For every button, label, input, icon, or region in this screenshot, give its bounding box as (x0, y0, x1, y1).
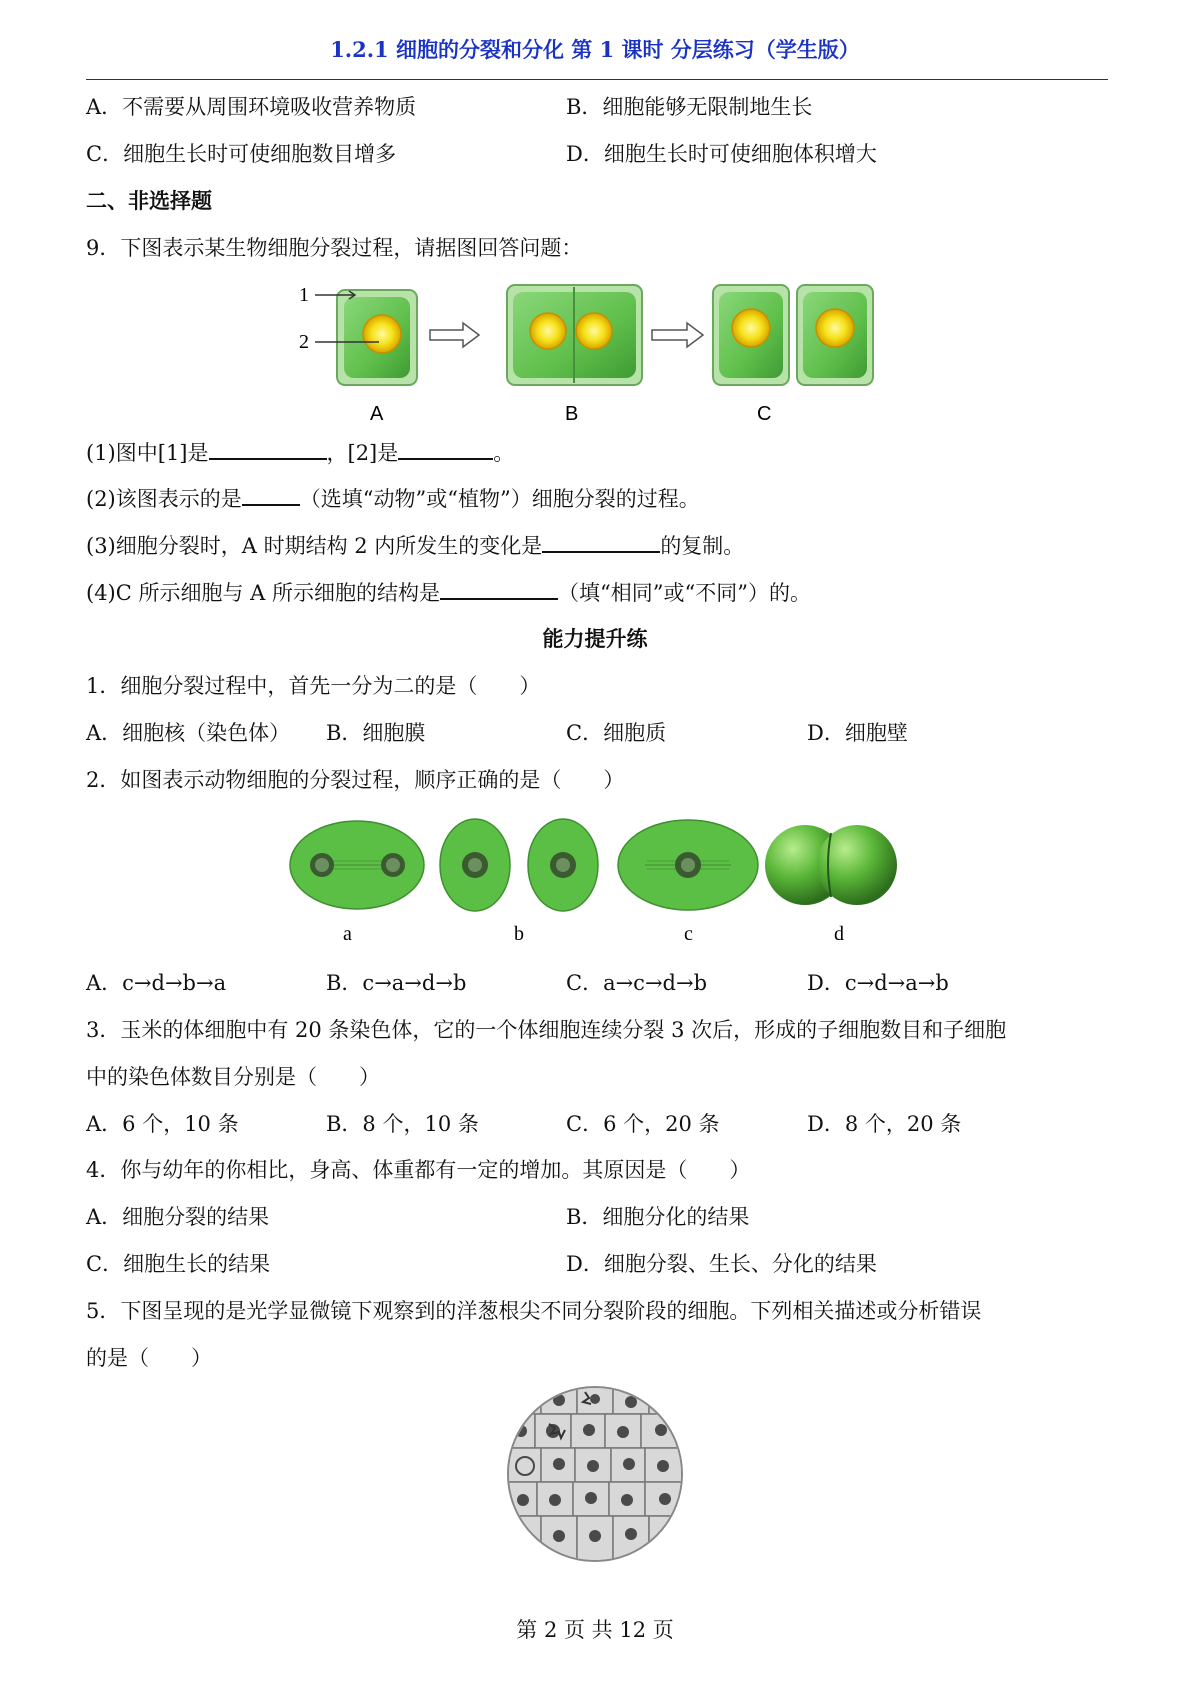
section-title-ability: 能力提升练 (542, 626, 648, 651)
q9-stem: 9．下图表示某生物细胞分裂过程，请据图回答问题： (86, 236, 583, 260)
p1-option-d: D．细胞壁 (807, 721, 908, 745)
p1-option-a: A．细胞核（染色体） (86, 721, 291, 745)
p3-stem-line1: 3．玉米的体细胞中有 20 条染色体，它的一个体细胞连续分裂 3 次后，形成的子细胞数目和子细胞 (86, 1018, 1007, 1042)
q9-sub4 (86, 578, 811, 607)
cell-a (315, 290, 417, 385)
fig1-label-a: A (370, 403, 384, 425)
q8-option-c: C．细胞生长时可使细胞数目增多 (86, 142, 397, 166)
p4-option-c: C．细胞生长的结果 (86, 1252, 271, 1276)
cell-a-telophase (290, 821, 424, 909)
p5-stem-line1: 5．下图呈现的是光学显微镜下观察到的洋葱根尖不同分裂阶段的细胞。下列相关描述或分析错误 (86, 1299, 982, 1323)
fig2-label-c: c (684, 923, 693, 945)
p2-option-d: D．c→d→a→b (807, 971, 949, 995)
p5-stem-line2: 的是（ ） (86, 1346, 212, 1370)
p2-option-c: C．a→c→d→b (566, 971, 708, 995)
arrow-b-to-c (652, 323, 703, 347)
p4-option-b: B．细胞分化的结果 (566, 1205, 750, 1229)
p3-option-c: C．6 个，20 条 (566, 1112, 720, 1136)
p2-stem: 2．如图表示动物细胞的分裂过程，顺序正确的是（ ） (86, 768, 625, 792)
plant-cell-division-figure (295, 275, 895, 430)
p1-stem: 1．细胞分裂过程中，首先一分为二的是（ ） (86, 674, 541, 698)
p3-option-d: D．8 个，20 条 (807, 1112, 962, 1136)
p4-stem: 4．你与幼年的你相比，身高、体重都有一定的增加。其原因是（ ） (86, 1158, 751, 1182)
fig1-label-2: 2 (299, 331, 309, 353)
p3-stem-line2: 中的染色体数目分别是（ ） (86, 1065, 380, 1089)
cell-c (713, 285, 873, 385)
p3-option-a: A．6 个，10 条 (86, 1112, 239, 1136)
p1-option-b: B．细胞膜 (326, 721, 426, 745)
header-rule (86, 79, 1108, 80)
cell-b-daughter-cells (440, 819, 598, 911)
q9-sub4-text-a: (4)C 所示细胞与 A 所示细胞的结构是 (86, 581, 441, 605)
fig1-label-c: C (757, 403, 772, 425)
cell-b (507, 285, 642, 385)
fig2-label-a: a (343, 923, 352, 945)
fig1-label-1: 1 (299, 284, 309, 306)
cell-c-metaphase (618, 820, 758, 910)
answer-blank[interactable] (209, 438, 327, 460)
page-header-title: 1.2.1 细胞的分裂和分化 第 1 课时 分层练习（学生版） (330, 37, 860, 62)
q8-option-a: A．不需要从周围环境吸收营养物质 (86, 95, 417, 119)
q9-sub4-text-b: （填“相同”或“不同”）的。 (558, 581, 811, 605)
answer-blank[interactable] (398, 438, 493, 460)
q9-sub1-text-c: 。 (493, 441, 515, 465)
q9-sub3-text-b: 的复制。 (660, 534, 745, 558)
q9-sub1-text-a: (1)图中[1]是 (86, 441, 209, 465)
fig2-label-b: b (514, 923, 524, 945)
p4-option-a: A．细胞分裂的结果 (86, 1205, 270, 1229)
fig2-label-d: d (834, 923, 844, 945)
q9-sub1-text-b: ，[2]是 (326, 441, 399, 465)
p2-option-a: A．c→d→b→a (86, 971, 227, 995)
q9-sub1 (86, 438, 514, 467)
answer-blank[interactable] (242, 484, 300, 506)
q9-sub3-text-a: (3)细胞分裂时，A 时期结构 2 内所发生的变化是 (86, 534, 543, 558)
onion-root-tip-micrograph (505, 1384, 685, 1564)
q9-sub2-text-b: （选填“动物”或“植物”）细胞分裂的过程。 (299, 487, 700, 511)
q8-option-b: B．细胞能够无限制地生长 (566, 95, 813, 119)
page-footer: 第 2 页 共 12 页 (516, 1618, 674, 1642)
p1-option-c: C．细胞质 (566, 721, 667, 745)
answer-blank[interactable] (440, 578, 558, 600)
animal-cell-division-figure (285, 815, 910, 950)
q9-sub2 (86, 484, 700, 513)
q9-sub2-text-a: (2)该图表示的是 (86, 487, 242, 511)
q9-sub3 (86, 531, 744, 560)
cell-d-cytokinesis (765, 825, 897, 905)
p3-option-b: B．8 个，10 条 (326, 1112, 479, 1136)
p2-option-b: B．c→a→d→b (326, 971, 467, 995)
q8-option-d: D．细胞生长时可使细胞体积增大 (566, 142, 877, 166)
arrow-a-to-b (430, 323, 479, 347)
section-title-nonchoice: 二、非选择题 (86, 188, 212, 213)
fig1-label-b: B (565, 403, 579, 425)
p4-option-d: D．细胞分裂、生长、分化的结果 (566, 1252, 877, 1276)
answer-blank[interactable] (542, 531, 660, 553)
